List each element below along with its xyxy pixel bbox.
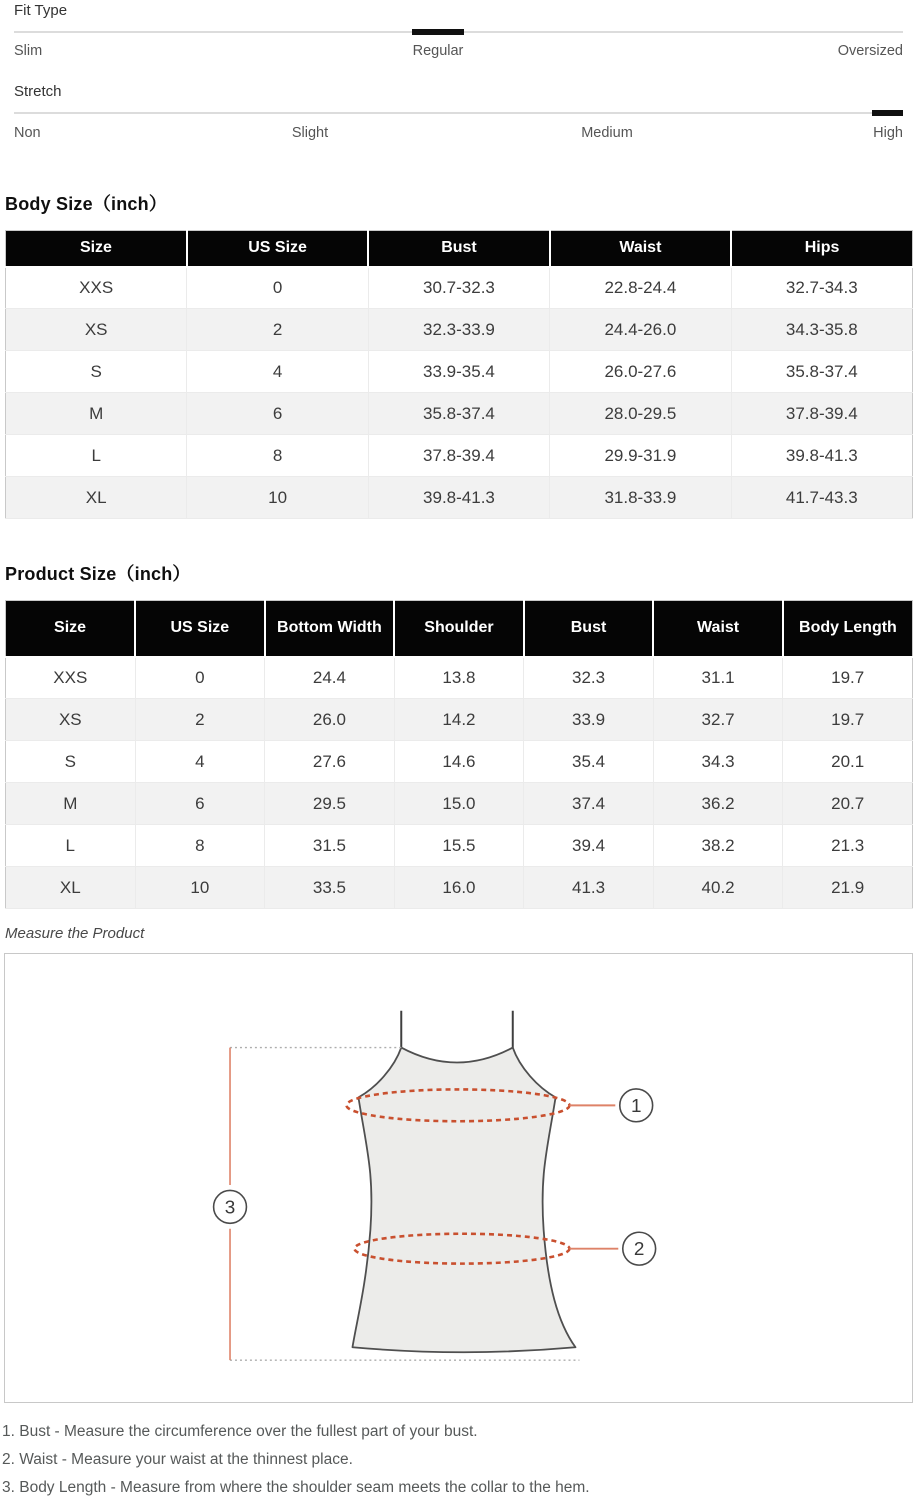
cell: 15.0 (394, 783, 524, 825)
cell: 27.6 (265, 741, 395, 783)
cell: 29.5 (265, 783, 395, 825)
product-size-table (5, 600, 913, 909)
fit-type-label: Fit Type (14, 2, 68, 19)
table-row (6, 435, 913, 477)
cell: XL (6, 477, 187, 519)
col-header: Waist (653, 601, 783, 657)
cell: 24.4-26.0 (550, 309, 731, 351)
cell: 26.0-27.6 (550, 351, 731, 393)
table-row (6, 825, 913, 867)
cell: 20.1 (783, 741, 913, 783)
stretch-label: Stretch (14, 83, 62, 100)
cell: 28.0-29.5 (550, 393, 731, 435)
cell: 30.7-32.3 (368, 267, 549, 309)
marker-number-1: 1 (630, 1095, 642, 1117)
cell: 32.3-33.9 (368, 309, 549, 351)
cell: 31.1 (653, 657, 783, 699)
marker-number-3: 3 (224, 1197, 236, 1219)
measure-caption: Measure the Product (5, 925, 145, 942)
col-header: Body Length (783, 601, 913, 657)
col-header: Size (6, 231, 187, 267)
cell: 33.5 (265, 867, 395, 909)
body-size-table (5, 230, 913, 519)
cell: 2 (187, 309, 368, 351)
col-header: US Size (187, 231, 368, 267)
cell: XS (6, 699, 136, 741)
body-size-title: Body Size（inch） (5, 194, 168, 214)
cell: 19.7 (783, 657, 913, 699)
cell: L (6, 825, 136, 867)
stretch-track (14, 112, 903, 114)
table-row (6, 393, 913, 435)
stretch-option-high: High (873, 125, 903, 141)
table-row (6, 351, 913, 393)
cell: 19.7 (783, 699, 913, 741)
fit-type-option-regular: Regular (412, 43, 464, 59)
cell: 24.4 (265, 657, 395, 699)
table-header-row (6, 231, 913, 267)
product-size-title: Product Size（inch） (5, 564, 191, 584)
camisole-diagram-svg (5, 954, 912, 1402)
table-row (6, 699, 913, 741)
table-row (6, 657, 913, 699)
measurement-diagram (4, 953, 913, 1403)
cell: 16.0 (394, 867, 524, 909)
cell: 35.8-37.4 (731, 351, 912, 393)
col-header: Hips (731, 231, 912, 267)
col-header: Waist (550, 231, 731, 267)
cell: 32.3 (524, 657, 654, 699)
cell: 14.2 (394, 699, 524, 741)
cell: 13.8 (394, 657, 524, 699)
cell: 31.5 (265, 825, 395, 867)
table-row (6, 477, 913, 519)
cell: 40.2 (653, 867, 783, 909)
note-waist: 2. Waist - Measure your waist at the thinnest place. (2, 1451, 353, 1468)
cell: 21.3 (783, 825, 913, 867)
cell: 0 (187, 267, 368, 309)
cell: L (6, 435, 187, 477)
note-body-length: 3. Body Length - Measure from where the shoulder seam meets the collar to the hem. (2, 1479, 590, 1496)
cell: S (6, 351, 187, 393)
cell: 31.8-33.9 (550, 477, 731, 519)
stretch-option-slight: Slight (291, 125, 329, 141)
cell: 8 (135, 825, 265, 867)
cell: M (6, 393, 187, 435)
cell: 10 (135, 867, 265, 909)
cell: S (6, 741, 136, 783)
cell: 15.5 (394, 825, 524, 867)
cell: 39.8-41.3 (731, 435, 912, 477)
cell: 36.2 (653, 783, 783, 825)
col-header: US Size (135, 601, 265, 657)
cell: 37.4 (524, 783, 654, 825)
cell: 22.8-24.4 (550, 267, 731, 309)
cell: 21.9 (783, 867, 913, 909)
table-row (6, 309, 913, 351)
cell: 33.9-35.4 (368, 351, 549, 393)
cell: 2 (135, 699, 265, 741)
cell: 37.8-39.4 (368, 435, 549, 477)
cell: 38.2 (653, 825, 783, 867)
cell: 35.8-37.4 (368, 393, 549, 435)
cell: M (6, 783, 136, 825)
cell: 6 (135, 783, 265, 825)
cell: 37.8-39.4 (731, 393, 912, 435)
cell: 39.8-41.3 (368, 477, 549, 519)
col-header: Bottom Width (265, 601, 395, 657)
cell: 32.7 (653, 699, 783, 741)
cell: 8 (187, 435, 368, 477)
table-row (6, 867, 913, 909)
cell: 14.6 (394, 741, 524, 783)
table-header-row (6, 601, 913, 657)
stretch-option-medium: Medium (581, 125, 633, 141)
cell: 6 (187, 393, 368, 435)
col-header: Bust (524, 601, 654, 657)
cell: XS (6, 309, 187, 351)
fit-type-option-oversized: Oversized (837, 43, 903, 59)
fit-type-selected-mark (412, 29, 464, 35)
table-row (6, 267, 913, 309)
cell: 29.9-31.9 (550, 435, 731, 477)
stretch-option-non: Non (14, 125, 41, 141)
fit-type-option-slim: Slim (14, 43, 43, 59)
cell: 41.7-43.3 (731, 477, 912, 519)
cell: XXS (6, 267, 187, 309)
cell: 4 (187, 351, 368, 393)
col-header: Bust (368, 231, 549, 267)
col-header: Size (6, 601, 136, 657)
cell: 33.9 (524, 699, 654, 741)
cell: 20.7 (783, 783, 913, 825)
cell: XXS (6, 657, 136, 699)
cell: 4 (135, 741, 265, 783)
table-row (6, 741, 913, 783)
cell: 34.3 (653, 741, 783, 783)
cell: 0 (135, 657, 265, 699)
cell: XL (6, 867, 136, 909)
cell: 35.4 (524, 741, 654, 783)
cell: 39.4 (524, 825, 654, 867)
cell: 10 (187, 477, 368, 519)
cell: 26.0 (265, 699, 395, 741)
table-row (6, 783, 913, 825)
cell: 32.7-34.3 (731, 267, 912, 309)
col-header: Shoulder (394, 601, 524, 657)
note-bust: 1. Bust - Measure the circumference over the fullest part of your bust. (2, 1423, 478, 1440)
cell: 41.3 (524, 867, 654, 909)
stretch-selected-mark (872, 110, 903, 116)
cell: 34.3-35.8 (731, 309, 912, 351)
marker-number-2: 2 (633, 1239, 645, 1261)
